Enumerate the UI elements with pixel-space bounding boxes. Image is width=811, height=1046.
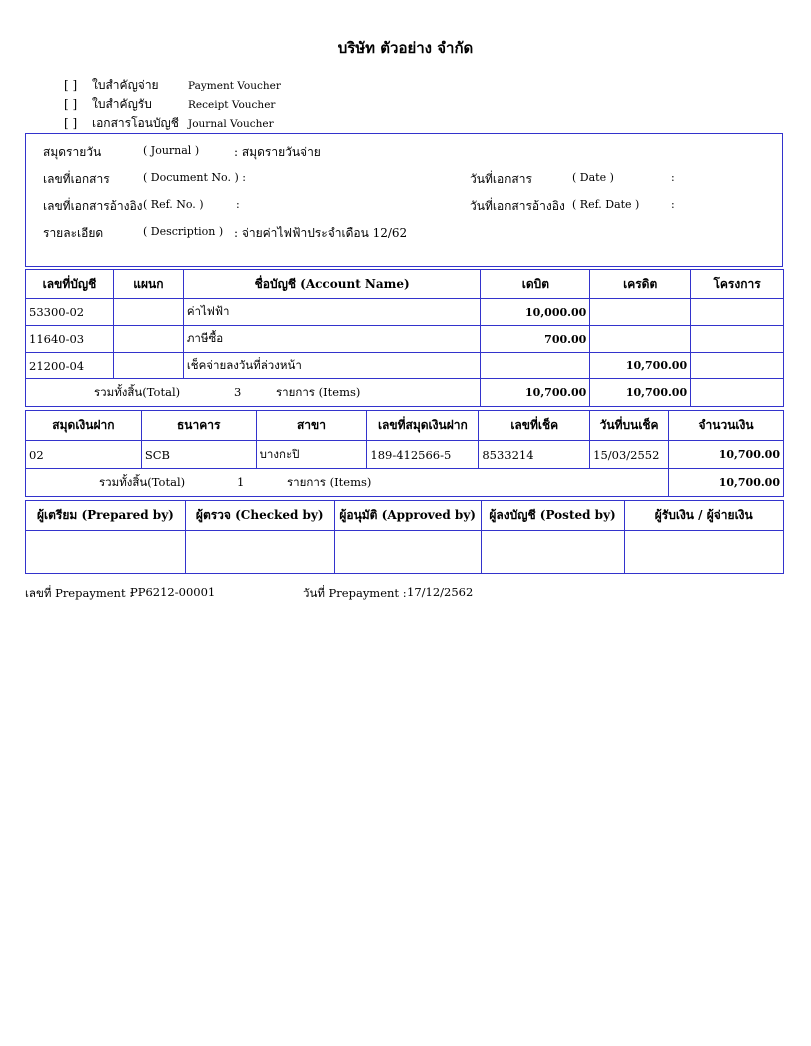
checkbox-receipt[interactable]: [ ] xyxy=(64,97,78,111)
account-name: ค่าไฟฟ้า xyxy=(183,299,481,326)
voucher-option-payment xyxy=(64,76,281,95)
ref-no-colon: : xyxy=(236,198,240,211)
col-account-no: เลขที่บัญชี xyxy=(26,270,114,299)
table-row xyxy=(26,326,784,353)
checkbox-payment[interactable]: [ ] xyxy=(64,78,78,92)
prepared-by-label: ผู้เตรียม (Prepared by) xyxy=(26,501,186,531)
ref-no-label-en: ( Ref. No. ) xyxy=(143,198,204,211)
credit xyxy=(590,326,691,353)
account-total-cell xyxy=(26,379,481,407)
voucher-option-journal xyxy=(64,114,274,133)
voucher-option-receipt xyxy=(64,95,275,114)
project xyxy=(691,353,784,379)
description-value: : จ่ายค่าไฟฟ้าประจำเดือน 12/62 xyxy=(234,226,408,240)
total-label: รวมทั้งสิ้น(Total) xyxy=(99,474,186,489)
table-row xyxy=(26,441,784,469)
bankbook: 02 xyxy=(26,441,142,469)
voucher-option-th: ใบสำคัญรับ xyxy=(92,97,152,111)
col-project: โครงการ xyxy=(691,270,784,299)
total-label: รวมทั้งสิ้น(Total) xyxy=(94,384,181,399)
credit: 10,700.00 xyxy=(590,353,691,379)
receiver-payer-signature[interactable] xyxy=(624,531,783,574)
signature-table xyxy=(25,500,784,574)
voucher-option-en: Payment Voucher xyxy=(188,80,281,92)
ref-no-label: เลขที่เอกสารอ้างอิง xyxy=(43,199,143,213)
items-label: รายการ (Items) xyxy=(287,474,372,489)
col-account-name: ชื่อบัญชี (Account Name) xyxy=(183,270,481,299)
posted-by-label: ผู้ลงบัญชี (Posted by) xyxy=(481,501,624,531)
col-cheque-no: เลขที่เช็ค xyxy=(479,411,590,441)
account-no: 11640-03 xyxy=(26,326,114,353)
col-bankbook: สมุดเงินฝาก xyxy=(26,411,142,441)
journal-value: : สมุดรายวันจ่าย xyxy=(234,145,321,159)
journal-label: สมุดรายวัน xyxy=(43,145,102,159)
voucher-option-en: Journal Voucher xyxy=(188,118,274,130)
account-name: เช็คจ่ายลงวันที่ล่วงหน้า xyxy=(183,353,481,379)
col-department: แผนก xyxy=(113,270,183,299)
col-credit: เครดิต xyxy=(590,270,691,299)
prepayment-date: 17/12/2562 xyxy=(407,585,474,599)
col-branch: สาขา xyxy=(256,411,367,441)
bank-total-cell xyxy=(26,469,669,497)
signature-row xyxy=(26,531,784,574)
document-no-label-en: ( Document No. ) : xyxy=(143,171,246,184)
bank-account: 189-412566-5 xyxy=(367,441,479,469)
project xyxy=(691,299,784,326)
description-label: รายละเอียด xyxy=(43,226,104,240)
items-label: รายการ (Items) xyxy=(276,384,361,399)
debit xyxy=(481,353,590,379)
signature-header-row xyxy=(26,501,784,531)
checked-by-signature[interactable] xyxy=(185,531,334,574)
col-debit: เดบิต xyxy=(481,270,590,299)
account-name: ภาษีซื้อ xyxy=(183,326,481,353)
prepayment-no-label: เลขที่ Prepayment : xyxy=(25,586,134,600)
voucher-option-th: ใบสำคัญจ่าย xyxy=(92,78,159,92)
project xyxy=(691,326,784,353)
col-bank-account: เลขที่สมุดเงินฝาก xyxy=(367,411,479,441)
date-colon: : xyxy=(671,171,675,184)
voucher-option-en: Receipt Voucher xyxy=(188,99,276,111)
ref-date-label-en: ( Ref. Date ) xyxy=(572,198,640,211)
table-row xyxy=(26,353,784,379)
total-count: 3 xyxy=(234,384,242,399)
debit: 10,000.00 xyxy=(481,299,590,326)
account-no: 21200-04 xyxy=(26,353,114,379)
total-count: 1 xyxy=(237,474,245,489)
bank-total-row xyxy=(26,469,784,497)
approved-by-signature[interactable] xyxy=(334,531,481,574)
department xyxy=(113,326,183,353)
account-header-row xyxy=(26,270,784,299)
ref-date-colon: : xyxy=(671,198,675,211)
prepayment-date-label: วันที่ Prepayment : xyxy=(303,586,407,600)
checked-by-label: ผู้ตรวจ (Checked by) xyxy=(185,501,334,531)
posted-by-signature[interactable] xyxy=(481,531,624,574)
receiver-payer-label: ผู้รับเงิน / ผู้จ่ายเงิน xyxy=(624,501,783,531)
account-no: 53300-02 xyxy=(26,299,114,326)
credit xyxy=(590,299,691,326)
col-amount: จำนวนเงิน xyxy=(669,411,784,441)
amount: 10,700.00 xyxy=(669,441,784,469)
col-cheque-date: วันที่บนเช็ค xyxy=(590,411,669,441)
checkbox-journal[interactable]: [ ] xyxy=(64,116,78,130)
table-row xyxy=(26,299,784,326)
cheque-no: 8533214 xyxy=(479,441,590,469)
bank-table xyxy=(25,410,784,497)
department xyxy=(113,353,183,379)
prepared-by-signature[interactable] xyxy=(26,531,186,574)
branch: บางกะปิ xyxy=(256,441,367,469)
total-debit: 10,700.00 xyxy=(481,379,590,407)
department xyxy=(113,299,183,326)
bank-name: SCB xyxy=(141,441,256,469)
date-label: วันที่เอกสาร xyxy=(470,172,532,186)
account-total-row xyxy=(26,379,784,407)
col-bank: ธนาคาร xyxy=(141,411,256,441)
ref-date-label: วันที่เอกสารอ้างอิง xyxy=(470,199,565,213)
total-amount: 10,700.00 xyxy=(669,469,784,497)
voucher-option-th: เอกสารโอนบัญชี xyxy=(92,116,179,130)
bank-header-row xyxy=(26,411,784,441)
prepayment-no: PP6212-00001 xyxy=(130,585,216,599)
company-title: บริษัท ตัวอย่าง จำกัด xyxy=(337,39,474,57)
description-label-en: ( Description ) xyxy=(143,225,224,238)
debit: 700.00 xyxy=(481,326,590,353)
cheque-date: 15/03/2552 xyxy=(590,441,669,469)
approved-by-label: ผู้อนุมัติ (Approved by) xyxy=(334,501,481,531)
total-project xyxy=(691,379,784,407)
document-no-label: เลขที่เอกสาร xyxy=(43,172,110,186)
date-label-en: ( Date ) xyxy=(572,171,614,184)
journal-label-en: ( Journal ) xyxy=(143,144,200,157)
account-table xyxy=(25,269,784,407)
total-credit: 10,700.00 xyxy=(590,379,691,407)
